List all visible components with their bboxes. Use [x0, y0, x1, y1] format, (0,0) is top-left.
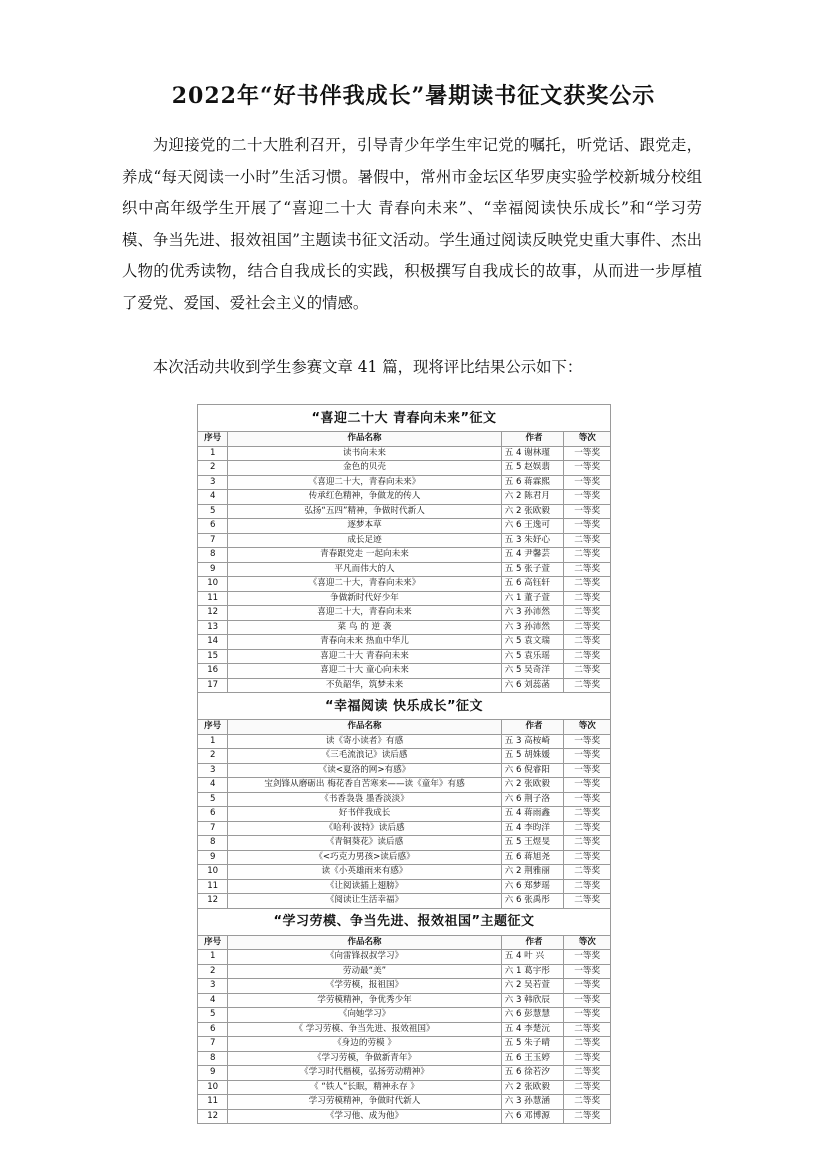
table-row — [198, 620, 611, 635]
header-work-title: 作品名称 — [228, 935, 501, 950]
header-prize: 等次 — [564, 432, 611, 447]
row-number: 6 — [198, 1022, 228, 1037]
header-number: 序号 — [198, 935, 228, 950]
prize: 一等奖 — [564, 446, 611, 461]
author: 六 2 张欧毅 — [501, 504, 564, 519]
author: 六 3 韩欣辰 — [501, 993, 564, 1008]
author: 六 1 董子萱 — [501, 591, 564, 606]
prize: 一等奖 — [564, 1008, 611, 1023]
row-number: 10 — [198, 1080, 228, 1095]
table-row — [198, 964, 611, 979]
table-row — [198, 807, 611, 822]
table-row — [198, 475, 611, 490]
row-number: 3 — [198, 763, 228, 778]
table-row — [198, 1051, 611, 1066]
prize: 一等奖 — [564, 461, 611, 476]
work-title: 读《寄小读者》有感 — [228, 734, 501, 749]
author: 五 4 谢林瑾 — [501, 446, 564, 461]
table-row — [198, 894, 611, 909]
table-row — [198, 836, 611, 851]
author: 六 6 张禹彤 — [501, 894, 564, 909]
prize: 二等奖 — [564, 1080, 611, 1095]
table-header-row — [198, 720, 611, 735]
prize: 二等奖 — [564, 1051, 611, 1066]
work-title: 《让阅读插上翅膀》 — [228, 879, 501, 894]
table-header-row — [198, 935, 611, 950]
work-title: 《哈利·波特》读后感 — [228, 821, 501, 836]
work-title: 《学习劳模，争做新青年》 — [228, 1051, 501, 1066]
work-title: 成长足迹 — [228, 533, 501, 548]
author: 六 3 孙沛然 — [501, 620, 564, 635]
row-number: 3 — [198, 475, 228, 490]
prize: 二等奖 — [564, 620, 611, 635]
work-title: 宝剑锋从磨砺出 梅花香自苦寒来——读《童年》有感 — [228, 778, 501, 793]
header-author: 作者 — [501, 935, 564, 950]
prize: 一等奖 — [564, 792, 611, 807]
row-number: 4 — [198, 993, 228, 1008]
work-title: 《三毛流浪记》读后感 — [228, 749, 501, 764]
work-title: 喜迎二十大，青春向未来 — [228, 606, 501, 621]
table-row — [198, 591, 611, 606]
work-title: 学劳模精神，争优秀少年 — [228, 993, 501, 1008]
intro-paragraph: 为迎接党的二十大胜利召开，引导青少年学生牢记党的嘱托，听党话、跟党走，养成“每天阅读一小时”生活习惯。暑假中，常州市金坛区华罗庚实验学校新城分校组织中高年级学生开展了“喜迎二十大 青春向未来”、“幸福阅读快乐成长”和“学习劳模、争当先进、报效祖国”主题读书征文活动。学生通过阅读反映党史重大事件、杰出人物的优秀读物，结合自我成长的实践，积极撰写自我成长的故事，从而进一步厚植了爱党、爱国、爱社会主义的情感。 — [122, 136, 702, 312]
prize: 二等奖 — [564, 548, 611, 563]
header-prize: 等次 — [564, 935, 611, 950]
row-number: 16 — [198, 664, 228, 679]
work-title: 《书香袅袅 墨香淡淡》 — [228, 792, 501, 807]
prize: 一等奖 — [564, 749, 611, 764]
row-number: 17 — [198, 678, 228, 693]
row-number: 6 — [198, 519, 228, 534]
work-title: 青春向未来 热血中华儿 — [228, 635, 501, 650]
author: 五 5 朱子晴 — [501, 1037, 564, 1052]
prize: 二等奖 — [564, 1095, 611, 1110]
author: 五 3 高桉崎 — [501, 734, 564, 749]
work-title: 《 “铁人”长眠，精神永存 》 — [228, 1080, 501, 1095]
prize: 二等奖 — [564, 894, 611, 909]
table-row — [198, 1037, 611, 1052]
author: 五 5 王煜旻 — [501, 836, 564, 851]
table-row — [198, 504, 611, 519]
row-number: 7 — [198, 533, 228, 548]
author: 六 6 邓博源 — [501, 1109, 564, 1124]
prize: 一等奖 — [564, 964, 611, 979]
row-number: 1 — [198, 734, 228, 749]
work-title: 《学习他、成为他》 — [228, 1109, 501, 1124]
header-number: 序号 — [198, 720, 228, 735]
row-number: 9 — [198, 562, 228, 577]
row-number: 2 — [198, 749, 228, 764]
table-row — [198, 606, 611, 621]
work-title: 《青铜葵花》读后感 — [228, 836, 501, 851]
work-title: 《学劳模，报祖国》 — [228, 979, 501, 994]
header-author: 作者 — [501, 432, 564, 447]
header-work-title: 作品名称 — [228, 432, 501, 447]
row-number: 11 — [198, 1095, 228, 1110]
work-title: 《 学习劳模、争当先进、报效祖国》 — [228, 1022, 501, 1037]
prize: 一等奖 — [564, 778, 611, 793]
row-number: 9 — [198, 850, 228, 865]
section-title: “学习劳模、争当先进、报效祖国”主题征文 — [198, 908, 611, 935]
work-title: 《读<夏洛的网>有感》 — [228, 763, 501, 778]
table-row — [198, 1008, 611, 1023]
table-row — [198, 1022, 611, 1037]
header-author: 作者 — [501, 720, 564, 735]
section-title-row — [198, 693, 611, 720]
work-title: 《<巧克力男孩>读后感》 — [228, 850, 501, 865]
prize: 二等奖 — [564, 664, 611, 679]
table-row — [198, 763, 611, 778]
work-title: 《喜迎二十大，青春向未来》 — [228, 577, 501, 592]
prize: 二等奖 — [564, 1022, 611, 1037]
prize: 二等奖 — [564, 850, 611, 865]
prize: 二等奖 — [564, 836, 611, 851]
author: 五 4 李楚沅 — [501, 1022, 564, 1037]
row-number: 2 — [198, 964, 228, 979]
table-row — [198, 664, 611, 679]
table-header-row — [198, 432, 611, 447]
row-number: 13 — [198, 620, 228, 635]
table-row — [198, 1095, 611, 1110]
work-title: 弘扬“五四”精神，争做时代新人 — [228, 504, 501, 519]
author: 六 6 倪睿阳 — [501, 763, 564, 778]
work-title: 劳动最“美” — [228, 964, 501, 979]
summary-paragraph: 本次活动共收到学生参赛文章 41 篇，现将评比结果公示如下： — [152, 358, 583, 376]
prize: 二等奖 — [564, 591, 611, 606]
prize: 一等奖 — [564, 519, 611, 534]
prize: 二等奖 — [564, 606, 611, 621]
header-number: 序号 — [198, 432, 228, 447]
table-row — [198, 749, 611, 764]
author: 五 6 高钰轩 — [501, 577, 564, 592]
row-number: 6 — [198, 807, 228, 822]
author: 五 4 尹馨芸 — [501, 548, 564, 563]
table-row — [198, 1080, 611, 1095]
prize: 二等奖 — [564, 821, 611, 836]
table-row — [198, 879, 611, 894]
prize: 二等奖 — [564, 562, 611, 577]
prize: 一等奖 — [564, 734, 611, 749]
table-row — [198, 562, 611, 577]
prize: 一等奖 — [564, 504, 611, 519]
row-number: 5 — [198, 792, 228, 807]
author: 五 5 张子萱 — [501, 562, 564, 577]
row-number: 12 — [198, 1109, 228, 1124]
author: 六 1 葛宇彤 — [501, 964, 564, 979]
row-number: 12 — [198, 606, 228, 621]
table-row — [198, 778, 611, 793]
work-title: 《喜迎二十大，青春向未来》 — [228, 475, 501, 490]
author: 六 6 刘蕊菡 — [501, 678, 564, 693]
author: 五 3 朱妤心 — [501, 533, 564, 548]
row-number: 7 — [198, 821, 228, 836]
table-row — [198, 1109, 611, 1124]
table-row — [198, 821, 611, 836]
author: 六 5 袁乐瑶 — [501, 649, 564, 664]
section-title-row — [198, 405, 611, 432]
row-number: 11 — [198, 591, 228, 606]
author: 五 6 蒋霖熙 — [501, 475, 564, 490]
page-title: 2022年“好书伴我成长”暑期读书征文获奖公示 — [171, 83, 656, 109]
table-row — [198, 850, 611, 865]
author: 六 6 彭慧慧 — [501, 1008, 564, 1023]
prize: 一等奖 — [564, 475, 611, 490]
header-prize: 等次 — [564, 720, 611, 735]
work-title: 逐梦本草 — [228, 519, 501, 534]
author: 五 4 蒋雨鑫 — [501, 807, 564, 822]
table-row — [198, 519, 611, 534]
row-number: 9 — [198, 1066, 228, 1081]
work-title: 学习劳模精神，争做时代新人 — [228, 1095, 501, 1110]
work-title: 喜迎二十大 童心向未来 — [228, 664, 501, 679]
prize: 二等奖 — [564, 635, 611, 650]
table-row — [198, 1066, 611, 1081]
section-title: “幸福阅读 快乐成长”征文 — [198, 693, 611, 720]
author: 六 2 荆雅丽 — [501, 865, 564, 880]
work-title: 青春跟党走 一起向未来 — [228, 548, 501, 563]
prize: 二等奖 — [564, 865, 611, 880]
prize: 一等奖 — [564, 490, 611, 505]
work-title: 传承红色精神，争做龙的传人 — [228, 490, 501, 505]
prize: 二等奖 — [564, 678, 611, 693]
prize: 二等奖 — [564, 1109, 611, 1124]
work-title: 《向雷锋叔叔学习》 — [228, 950, 501, 965]
work-title: 《阅读让生活幸福》 — [228, 894, 501, 909]
row-number: 5 — [198, 504, 228, 519]
author: 六 5 袁文瑞 — [501, 635, 564, 650]
work-title: 平凡而伟大的人 — [228, 562, 501, 577]
prize: 一等奖 — [564, 979, 611, 994]
prize: 一等奖 — [564, 763, 611, 778]
award-table — [197, 404, 611, 1124]
table-row — [198, 950, 611, 965]
table-row — [198, 734, 611, 749]
author: 六 2 陈君月 — [501, 490, 564, 505]
author: 六 2 吴若萱 — [501, 979, 564, 994]
section-title-row — [198, 908, 611, 935]
work-title: 金色的贝壳 — [228, 461, 501, 476]
author: 五 6 蒋旭尧 — [501, 850, 564, 865]
prize: 二等奖 — [564, 879, 611, 894]
prize: 二等奖 — [564, 649, 611, 664]
prize: 二等奖 — [564, 1037, 611, 1052]
prize: 一等奖 — [564, 950, 611, 965]
work-title: 读《小英雄雨来有感》 — [228, 865, 501, 880]
row-number: 10 — [198, 865, 228, 880]
row-number: 4 — [198, 778, 228, 793]
work-title: 喜迎二十大 青春向未来 — [228, 649, 501, 664]
prize: 一等奖 — [564, 993, 611, 1008]
row-number: 1 — [198, 950, 228, 965]
author: 六 3 孙慧涵 — [501, 1095, 564, 1110]
row-number: 2 — [198, 461, 228, 476]
row-number: 1 — [198, 446, 228, 461]
work-title: 《学习时代楷模，弘扬劳动精神》 — [228, 1066, 501, 1081]
row-number: 7 — [198, 1037, 228, 1052]
table-row — [198, 979, 611, 994]
work-title: 好书伴我成长 — [228, 807, 501, 822]
author: 五 4 叶 兴 — [501, 950, 564, 965]
row-number: 4 — [198, 490, 228, 505]
row-number: 12 — [198, 894, 228, 909]
table-row — [198, 548, 611, 563]
prize: 二等奖 — [564, 807, 611, 822]
work-title: 菜 鸟 的 逆 袭 — [228, 620, 501, 635]
table-row — [198, 490, 611, 505]
author: 五 5 赵娱翡 — [501, 461, 564, 476]
author: 六 3 孙沛然 — [501, 606, 564, 621]
author: 五 6 王玉婷 — [501, 1051, 564, 1066]
author: 六 2 张欧毅 — [501, 778, 564, 793]
work-title: 不负韶华，筑梦未来 — [228, 678, 501, 693]
table-row — [198, 865, 611, 880]
row-number: 14 — [198, 635, 228, 650]
prize: 二等奖 — [564, 533, 611, 548]
author: 六 6 荆子洛 — [501, 792, 564, 807]
work-title: 《身边的劳模 》 — [228, 1037, 501, 1052]
table-row — [198, 993, 611, 1008]
author: 五 4 李昀洋 — [501, 821, 564, 836]
table-row — [198, 461, 611, 476]
row-number: 3 — [198, 979, 228, 994]
table-row — [198, 792, 611, 807]
author: 五 6 徐若汐 — [501, 1066, 564, 1081]
prize: 二等奖 — [564, 577, 611, 592]
author: 六 2 张欧毅 — [501, 1080, 564, 1095]
row-number: 8 — [198, 836, 228, 851]
row-number: 10 — [198, 577, 228, 592]
prize: 二等奖 — [564, 1066, 611, 1081]
table-row — [198, 649, 611, 664]
author: 六 5 吴奇洋 — [501, 664, 564, 679]
author: 六 6 郑梦瑶 — [501, 879, 564, 894]
table-row — [198, 635, 611, 650]
table-row — [198, 577, 611, 592]
work-title: 争做新时代好少年 — [228, 591, 501, 606]
author: 五 5 胡姝媛 — [501, 749, 564, 764]
row-number: 15 — [198, 649, 228, 664]
row-number: 8 — [198, 1051, 228, 1066]
work-title: 《向她学习》 — [228, 1008, 501, 1023]
row-number: 5 — [198, 1008, 228, 1023]
author: 六 6 王逸可 — [501, 519, 564, 534]
work-title: 读书向未来 — [228, 446, 501, 461]
row-number: 8 — [198, 548, 228, 563]
table-row — [198, 678, 611, 693]
table-row — [198, 446, 611, 461]
header-work-title: 作品名称 — [228, 720, 501, 735]
section-title: “喜迎二十大 青春向未来”征文 — [198, 405, 611, 432]
table-row — [198, 533, 611, 548]
row-number: 11 — [198, 879, 228, 894]
